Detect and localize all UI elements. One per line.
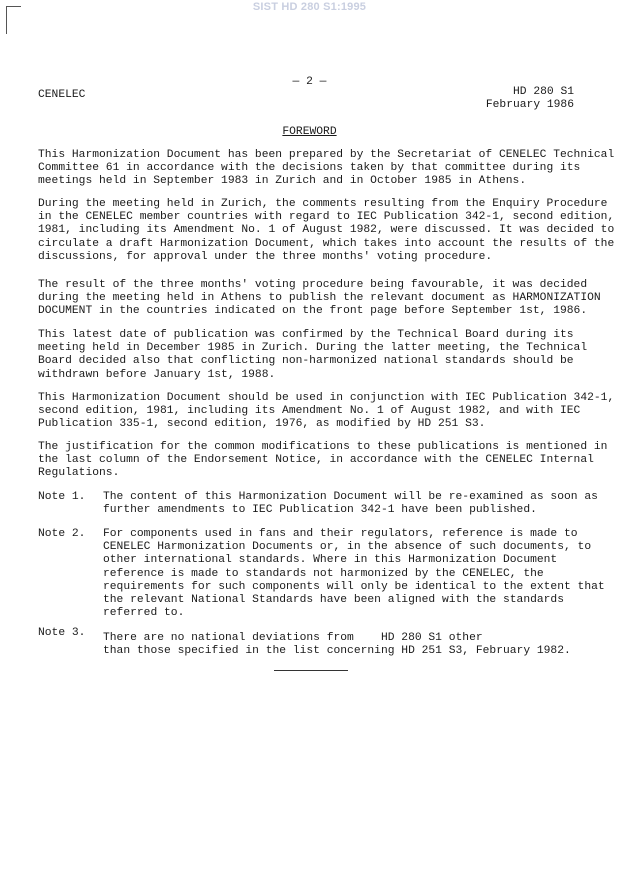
paragraph-line: Regulations. [38,467,120,480]
paragraph-line: Board decided also that conflicting non-harmonized national standards should be [38,355,574,368]
document-reference [486,86,574,112]
note-line: For components used in fans and their regulators, reference is made to [103,528,578,540]
note-3-text [103,632,588,658]
paragraph-line: during the meeting held in Athens to publish the relevant document as HARMONIZATION [38,292,601,305]
document-date: February 1986 [485,99,574,112]
note-3-label: Note 3. [38,627,86,639]
note-line: There are no national deviations from HD 280 S1 other [103,632,483,644]
paragraph-line: in the CENELEC member countries with regard to IEC Publication 342-1, second edition, [38,211,615,224]
paragraph-line: Publication 335-1, second edition, 1976, as modified by HD 251 S3. [38,418,486,431]
paragraph-line: This latest date of publication was confirmed by the Technical Board during its [38,329,574,341]
paragraph-line: DOCUMENT in the countries indicated on the front page before September 1st, 1986. [38,305,588,318]
paragraph-2 [38,198,615,264]
note-line: referred to. [103,607,185,620]
document-number: HD 280 S1 [512,86,574,98]
closing-rule [274,670,348,671]
note-line: other international standards. Where in this Harmonization Document [103,554,558,567]
section-heading: FOREWORD [282,126,337,138]
paragraph-line: second edition, 1981, including its Amendment No. 1 of August 1982, and with IEC [38,405,581,418]
crop-mark-line [6,6,7,34]
paragraph-line: withdrawn before January 1st, 1988. [38,368,276,381]
paragraph-4 [38,329,588,382]
note-2-text [103,528,605,620]
note-2-label: Note 2. [38,528,86,540]
note-line: the relevant National Standards have been aligned with the standards [103,594,564,607]
paragraph-line: During the meeting held in Zurich, the comments resulting from the Enquiry Procedure [38,198,608,210]
note-1-text [103,491,598,517]
paragraph-line: The justification for the common modifications to these publications is mentioned in [38,441,608,453]
note-line: reference is made to standards not harmonized by the CENELEC, the [103,567,544,580]
document-watermark: SIST HD 280 S1:1995 [252,1,367,13]
paragraph-line: meeting held in December 1985 in Zurich. During the latter meeting, the Technical [38,342,588,355]
page-number: — 2 — [292,76,327,88]
note-line: The content of this Harmonization Document will be re-examined as soon as [103,491,598,503]
paragraph-line: 1981, including its Amendment No. 1 of August 1982, were discussed. It was decided to [38,224,615,237]
note-line: requirements for such components will only be identical to the extent that [103,580,605,593]
paragraph-line: Committee 61 in accordance with the decisions taken by that committee during its [38,162,581,175]
paragraph-line: This Harmonization Document has been prepared by the Secretariat of CENELEC Technical [38,149,615,161]
paragraph-5 [38,392,615,432]
organization-name: CENELEC [38,89,86,101]
paragraph-line: meetings held in September 1983 in Zurich and in October 1985 in Athens. [38,175,527,188]
note-1-label: Note 1. [38,491,86,503]
paragraph-line: the last column of the Endorsement Notice, in accordance with the CENELEC Internal [38,454,594,467]
paragraph-line: The result of the three months' voting procedure being favourable, it was decided [38,279,588,291]
note-line: CENELEC Harmonization Documents or, in the absence of such documents, to [103,541,592,554]
paragraph-line: This Harmonization Document should be used in conjunction with IEC Publication 342-1, [38,392,615,404]
paragraph-6 [38,441,608,481]
paragraph-line: circulate a draft Harmonization Document, which takes into account the results of the [38,237,615,250]
note-line: further amendments to IEC Publication 342-1 have been published. [103,504,537,517]
paragraph-line: discussions, for approval under the three months' voting procedure. [38,250,493,263]
crop-mark [6,6,21,21]
paragraph-3 [38,279,601,319]
note-line: than those specified in the list concerning HD 251 S3, February 1982. [103,645,571,658]
paragraph-1 [38,149,615,189]
